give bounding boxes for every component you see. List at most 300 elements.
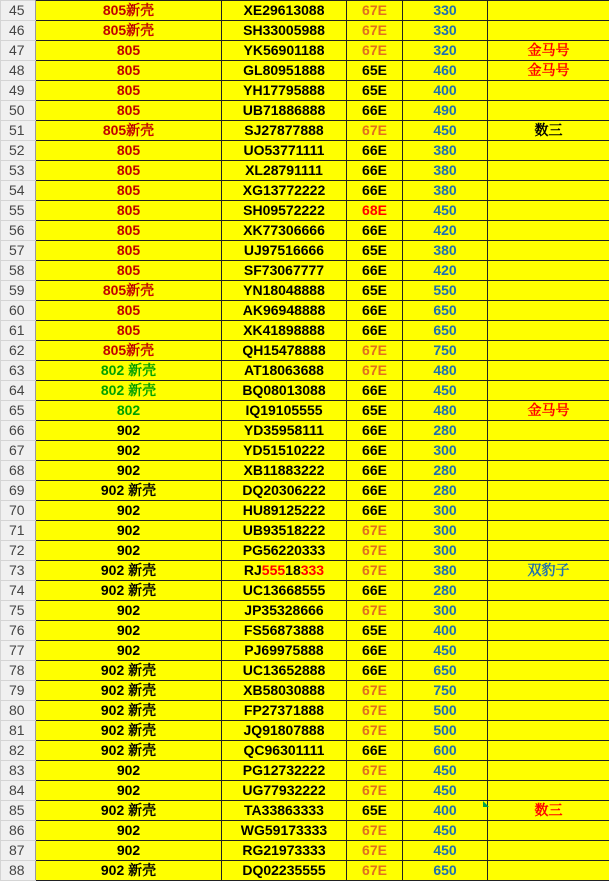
- cell-model[interactable]: 805新壳: [36, 1, 222, 21]
- cell-grade[interactable]: 66E: [347, 101, 403, 121]
- row-header[interactable]: 66: [1, 421, 36, 441]
- cell-model[interactable]: 902 新壳: [36, 661, 222, 681]
- table-row: [1, 561, 609, 581]
- row-header[interactable]: 87: [1, 841, 36, 861]
- row-header[interactable]: 74: [1, 581, 36, 601]
- row-header[interactable]: 59: [1, 281, 36, 301]
- cell-price[interactable]: 400: [403, 801, 488, 821]
- cell-note[interactable]: [488, 601, 609, 621]
- cell-price[interactable]: 400: [403, 81, 488, 101]
- cell-model[interactable]: 805新壳: [36, 21, 222, 41]
- cell-grade[interactable]: 66E: [347, 321, 403, 341]
- row-header[interactable]: 79: [1, 681, 36, 701]
- cell-price[interactable]: 650: [403, 661, 488, 681]
- cell-serial[interactable]: TA33863333: [222, 801, 347, 821]
- cell-note[interactable]: [488, 341, 609, 361]
- table-row: [1, 381, 609, 401]
- cell-price[interactable]: 280: [403, 421, 488, 441]
- cell-price[interactable]: 330: [403, 21, 488, 41]
- cell-price[interactable]: 750: [403, 681, 488, 701]
- cell-serial[interactable]: UJ97516666: [222, 241, 347, 261]
- table-row: [1, 181, 609, 201]
- cell-serial[interactable]: UC13668555: [222, 581, 347, 601]
- cell-price[interactable]: 450: [403, 821, 488, 841]
- cell-price[interactable]: 380: [403, 161, 488, 181]
- cell-model[interactable]: 805: [36, 301, 222, 321]
- cell-grade[interactable]: 65E: [347, 61, 403, 81]
- cell-model[interactable]: 805: [36, 221, 222, 241]
- table-row: [1, 401, 609, 421]
- cell-note[interactable]: [488, 381, 609, 401]
- row-header[interactable]: 56: [1, 221, 36, 241]
- table-row: [1, 761, 609, 781]
- cell-price[interactable]: 450: [403, 121, 488, 141]
- cell-price[interactable]: 480: [403, 401, 488, 421]
- cell-price[interactable]: 300: [403, 501, 488, 521]
- cell-note[interactable]: [488, 441, 609, 461]
- cell-serial[interactable]: YN18048888: [222, 281, 347, 301]
- cell-grade[interactable]: 68E: [347, 201, 403, 221]
- cell-serial[interactable]: PJ69975888: [222, 641, 347, 661]
- cell-price[interactable]: 460: [403, 61, 488, 81]
- cell-note[interactable]: [488, 81, 609, 101]
- cell-model[interactable]: 902: [36, 421, 222, 441]
- cell-note[interactable]: [488, 361, 609, 381]
- cell-serial[interactable]: QC96301111: [222, 741, 347, 761]
- cell-serial[interactable]: AK96948888: [222, 301, 347, 321]
- row-header[interactable]: 78: [1, 661, 36, 681]
- cell-price[interactable]: 450: [403, 641, 488, 661]
- cell-price[interactable]: 500: [403, 721, 488, 741]
- cell-price[interactable]: 550: [403, 281, 488, 301]
- cell-price[interactable]: 600: [403, 741, 488, 761]
- cell-model[interactable]: 902 新壳: [36, 721, 222, 741]
- cell-serial[interactable]: JP35328666: [222, 601, 347, 621]
- cell-note[interactable]: [488, 141, 609, 161]
- cell-note[interactable]: [488, 101, 609, 121]
- cell-grade[interactable]: 65E: [347, 281, 403, 301]
- cell-model[interactable]: 805: [36, 201, 222, 221]
- row-header[interactable]: 68: [1, 461, 36, 481]
- cell-serial[interactable]: XG13772222: [222, 181, 347, 201]
- cell-serial[interactable]: JQ91807888: [222, 721, 347, 741]
- cell-price[interactable]: 380: [403, 141, 488, 161]
- cell-grade[interactable]: 66E: [347, 381, 403, 401]
- cell-price[interactable]: 450: [403, 761, 488, 781]
- cell-serial[interactable]: FS56873888: [222, 621, 347, 641]
- table-row: [1, 741, 609, 761]
- cell-note[interactable]: [488, 741, 609, 761]
- table-row: [1, 361, 609, 381]
- table-row: [1, 261, 609, 281]
- cell-serial[interactable]: SH09572222: [222, 201, 347, 221]
- cell-model[interactable]: 805新壳: [36, 341, 222, 361]
- cell-model[interactable]: 805: [36, 101, 222, 121]
- cell-price[interactable]: 380: [403, 181, 488, 201]
- row-header[interactable]: 75: [1, 601, 36, 621]
- cell-price[interactable]: 380: [403, 561, 488, 581]
- row-header[interactable]: 73: [1, 561, 36, 581]
- row-header[interactable]: 50: [1, 101, 36, 121]
- cell-grade[interactable]: 66E: [347, 481, 403, 501]
- cell-grade[interactable]: 65E: [347, 81, 403, 101]
- cell-model[interactable]: 805: [36, 261, 222, 281]
- cell-note[interactable]: [488, 241, 609, 261]
- cell-grade[interactable]: 67E: [347, 361, 403, 381]
- cell-price[interactable]: 300: [403, 521, 488, 541]
- cell-model[interactable]: 902 新壳: [36, 861, 222, 881]
- cell-serial[interactable]: SH33005988: [222, 21, 347, 41]
- cell-serial[interactable]: QH15478888: [222, 341, 347, 361]
- cell-note[interactable]: [488, 501, 609, 521]
- cell-model[interactable]: 902 新壳: [36, 561, 222, 581]
- cell-grade[interactable]: 67E: [347, 841, 403, 861]
- cell-note[interactable]: [488, 161, 609, 181]
- table-row: [1, 681, 609, 701]
- cell-model[interactable]: 902 新壳: [36, 681, 222, 701]
- cell-price[interactable]: 300: [403, 601, 488, 621]
- table-row: [1, 221, 609, 241]
- row-header[interactable]: 72: [1, 541, 36, 561]
- cell-price[interactable]: 400: [403, 621, 488, 641]
- cell-grade[interactable]: 67E: [347, 41, 403, 61]
- cell-price[interactable]: 300: [403, 441, 488, 461]
- cell-serial[interactable]: SJ27877888: [222, 121, 347, 141]
- cell-serial[interactable]: BQ08013088: [222, 381, 347, 401]
- table-row: [1, 541, 609, 561]
- row-header[interactable]: 46: [1, 21, 36, 41]
- cell-note[interactable]: [488, 21, 609, 41]
- cell-note[interactable]: [488, 421, 609, 441]
- table-row: [1, 841, 609, 861]
- cell-note[interactable]: [488, 661, 609, 681]
- cell-model[interactable]: 902: [36, 641, 222, 661]
- cell-note[interactable]: [488, 701, 609, 721]
- table-row: [1, 341, 609, 361]
- cell-price[interactable]: 420: [403, 221, 488, 241]
- cell-model[interactable]: 805新壳: [36, 281, 222, 301]
- cell-model[interactable]: 902: [36, 501, 222, 521]
- cell-note[interactable]: [488, 841, 609, 861]
- cell-serial[interactable]: AT18063688: [222, 361, 347, 381]
- cell-grade[interactable]: 66E: [347, 741, 403, 761]
- cell-model[interactable]: 802 新壳: [36, 361, 222, 381]
- cell-note[interactable]: [488, 541, 609, 561]
- cell-price[interactable]: 450: [403, 201, 488, 221]
- cell-grade[interactable]: 67E: [347, 121, 403, 141]
- cell-serial[interactable]: UB93518222: [222, 521, 347, 541]
- cell-grade[interactable]: 67E: [347, 721, 403, 741]
- cell-serial[interactable]: YD51510222: [222, 441, 347, 461]
- table-row: [1, 241, 609, 261]
- cell-note[interactable]: [488, 821, 609, 841]
- cell-price[interactable]: 650: [403, 321, 488, 341]
- row-header[interactable]: 77: [1, 641, 36, 661]
- table-row: [1, 661, 609, 681]
- row-header[interactable]: 45: [1, 1, 36, 21]
- cell-serial[interactable]: YD35958111: [222, 421, 347, 441]
- table-row: [1, 1, 609, 21]
- table-row: [1, 281, 609, 301]
- row-header[interactable]: 61: [1, 321, 36, 341]
- cell-note[interactable]: [488, 641, 609, 661]
- cell-grade[interactable]: 67E: [347, 561, 403, 581]
- cell-grade[interactable]: 67E: [347, 1, 403, 21]
- cell-price[interactable]: 300: [403, 541, 488, 561]
- table-row: [1, 201, 609, 221]
- cell-note[interactable]: [488, 581, 609, 601]
- cell-note[interactable]: [488, 221, 609, 241]
- cell-price[interactable]: 280: [403, 481, 488, 501]
- cell-note[interactable]: [488, 861, 609, 881]
- cell-price[interactable]: 280: [403, 461, 488, 481]
- cell-model[interactable]: 902: [36, 781, 222, 801]
- cell-serial[interactable]: XB58030888: [222, 681, 347, 701]
- cell-serial[interactable]: IQ19105555: [222, 401, 347, 421]
- cell-grade[interactable]: 67E: [347, 701, 403, 721]
- cell-price[interactable]: 650: [403, 861, 488, 881]
- cell-model[interactable]: 902: [36, 841, 222, 861]
- row-header[interactable]: 48: [1, 61, 36, 81]
- row-header[interactable]: 86: [1, 821, 36, 841]
- cell-note[interactable]: [488, 181, 609, 201]
- row-header[interactable]: 88: [1, 861, 36, 881]
- cell-note[interactable]: 双豹子: [488, 561, 609, 581]
- cell-grade[interactable]: 66E: [347, 441, 403, 461]
- row-header[interactable]: 80: [1, 701, 36, 721]
- cell-price[interactable]: 330: [403, 1, 488, 21]
- cell-serial[interactable]: SF73067777: [222, 261, 347, 281]
- row-header[interactable]: 71: [1, 521, 36, 541]
- cell-note[interactable]: [488, 681, 609, 701]
- row-header[interactable]: 67: [1, 441, 36, 461]
- cell-serial[interactable]: DQ20306222: [222, 481, 347, 501]
- cell-serial[interactable]: DQ02235555: [222, 861, 347, 881]
- cell-model[interactable]: 802: [36, 401, 222, 421]
- cell-grade[interactable]: 67E: [347, 861, 403, 881]
- table-row: [1, 441, 609, 461]
- cell-model[interactable]: 902: [36, 461, 222, 481]
- row-header[interactable]: 83: [1, 761, 36, 781]
- cell-grade[interactable]: 66E: [347, 181, 403, 201]
- cell-note[interactable]: [488, 621, 609, 641]
- row-header[interactable]: 84: [1, 781, 36, 801]
- cell-grade[interactable]: 66E: [347, 261, 403, 281]
- row-header[interactable]: 82: [1, 741, 36, 761]
- cell-grade[interactable]: 66E: [347, 421, 403, 441]
- row-header[interactable]: 62: [1, 341, 36, 361]
- cell-model[interactable]: 902: [36, 761, 222, 781]
- cell-grade[interactable]: 65E: [347, 801, 403, 821]
- cell-price[interactable]: 450: [403, 781, 488, 801]
- cell-note[interactable]: 数三: [488, 801, 609, 821]
- row-header[interactable]: 81: [1, 721, 36, 741]
- cell-grade[interactable]: 67E: [347, 601, 403, 621]
- cell-grade[interactable]: 67E: [347, 521, 403, 541]
- cell-serial[interactable]: YH17795888: [222, 81, 347, 101]
- cell-serial[interactable]: XB11883222: [222, 461, 347, 481]
- cell-model[interactable]: 805新壳: [36, 121, 222, 141]
- cell-grade[interactable]: 66E: [347, 661, 403, 681]
- table-row: [1, 641, 609, 661]
- row-header[interactable]: 53: [1, 161, 36, 181]
- cell-note[interactable]: [488, 201, 609, 221]
- cell-note[interactable]: [488, 1, 609, 21]
- cell-model[interactable]: 805: [36, 241, 222, 261]
- row-header[interactable]: 76: [1, 621, 36, 641]
- table-row: [1, 61, 609, 81]
- cell-model[interactable]: 902: [36, 521, 222, 541]
- row-header[interactable]: 47: [1, 41, 36, 61]
- cell-model[interactable]: 805: [36, 181, 222, 201]
- cell-serial[interactable]: [222, 561, 347, 581]
- cell-serial[interactable]: XK77306666: [222, 221, 347, 241]
- cell-model[interactable]: 805: [36, 61, 222, 81]
- cell-grade[interactable]: 67E: [347, 761, 403, 781]
- row-header[interactable]: 65: [1, 401, 36, 421]
- table-row: [1, 581, 609, 601]
- cell-note[interactable]: [488, 781, 609, 801]
- cell-serial[interactable]: WG59173333: [222, 821, 347, 841]
- table-row: [1, 461, 609, 481]
- cell-grade[interactable]: 65E: [347, 241, 403, 261]
- cell-serial[interactable]: UG77932222: [222, 781, 347, 801]
- table-row: [1, 701, 609, 721]
- row-header[interactable]: 51: [1, 121, 36, 141]
- cell-grade[interactable]: 67E: [347, 541, 403, 561]
- cell-price[interactable]: 750: [403, 341, 488, 361]
- cell-grade[interactable]: 65E: [347, 401, 403, 421]
- cell-model[interactable]: 902 新壳: [36, 481, 222, 501]
- row-header[interactable]: 57: [1, 241, 36, 261]
- cell-grade[interactable]: 66E: [347, 141, 403, 161]
- row-header[interactable]: 63: [1, 361, 36, 381]
- table-row: [1, 601, 609, 621]
- serial-part: RJ: [243, 562, 262, 578]
- cell-model[interactable]: 902: [36, 541, 222, 561]
- cell-grade[interactable]: 66E: [347, 161, 403, 181]
- cell-grade[interactable]: 67E: [347, 681, 403, 701]
- cell-note[interactable]: [488, 261, 609, 281]
- row-header[interactable]: 85: [1, 801, 36, 821]
- cell-serial[interactable]: UO53771111: [222, 141, 347, 161]
- cell-grade[interactable]: 67E: [347, 821, 403, 841]
- cell-model[interactable]: 805: [36, 81, 222, 101]
- cell-serial[interactable]: UC13652888: [222, 661, 347, 681]
- row-header[interactable]: 55: [1, 201, 36, 221]
- cell-model[interactable]: 805: [36, 161, 222, 181]
- cell-note[interactable]: 金马号: [488, 41, 609, 61]
- cell-serial[interactable]: GL80951888: [222, 61, 347, 81]
- serial-part: 18: [285, 562, 301, 578]
- table-row: [1, 861, 609, 881]
- cell-grade[interactable]: 66E: [347, 221, 403, 241]
- cell-note[interactable]: [488, 321, 609, 341]
- cell-price[interactable]: 650: [403, 301, 488, 321]
- cell-note[interactable]: [488, 761, 609, 781]
- cell-grade[interactable]: 67E: [347, 781, 403, 801]
- cell-model[interactable]: 805: [36, 41, 222, 61]
- cell-grade[interactable]: 66E: [347, 461, 403, 481]
- table-row: [1, 501, 609, 521]
- row-header[interactable]: 64: [1, 381, 36, 401]
- cell-model[interactable]: 902: [36, 621, 222, 641]
- cell-model[interactable]: 902: [36, 821, 222, 841]
- cell-model[interactable]: 902 新壳: [36, 701, 222, 721]
- table-row: [1, 421, 609, 441]
- cell-serial[interactable]: FP27371888: [222, 701, 347, 721]
- cell-grade[interactable]: 66E: [347, 641, 403, 661]
- cell-serial[interactable]: PG12732222: [222, 761, 347, 781]
- row-header[interactable]: 60: [1, 301, 36, 321]
- row-header[interactable]: 58: [1, 261, 36, 281]
- cell-note[interactable]: 金马号: [488, 61, 609, 81]
- cell-grade[interactable]: 65E: [347, 621, 403, 641]
- cell-grade[interactable]: 66E: [347, 301, 403, 321]
- cell-note[interactable]: [488, 721, 609, 741]
- table-row: [1, 801, 609, 821]
- cell-grade[interactable]: 66E: [347, 581, 403, 601]
- cell-note[interactable]: 金马号: [488, 401, 609, 421]
- row-header[interactable]: 52: [1, 141, 36, 161]
- row-header[interactable]: 69: [1, 481, 36, 501]
- cell-serial[interactable]: YK56901188: [222, 41, 347, 61]
- cell-model[interactable]: 902: [36, 601, 222, 621]
- cell-note[interactable]: [488, 301, 609, 321]
- cell-price[interactable]: 420: [403, 261, 488, 281]
- cell-model[interactable]: 902 新壳: [36, 581, 222, 601]
- cell-model[interactable]: 902: [36, 441, 222, 461]
- cell-price[interactable]: 490: [403, 101, 488, 121]
- cell-serial[interactable]: PG56220333: [222, 541, 347, 561]
- cell-price[interactable]: 450: [403, 841, 488, 861]
- cell-model[interactable]: 902 新壳: [36, 801, 222, 821]
- table-row: [1, 101, 609, 121]
- cell-grade[interactable]: 66E: [347, 501, 403, 521]
- cell-grade[interactable]: 67E: [347, 21, 403, 41]
- cell-note[interactable]: 数三: [488, 121, 609, 141]
- table-row: [1, 121, 609, 141]
- cell-note[interactable]: [488, 521, 609, 541]
- cell-price[interactable]: 500: [403, 701, 488, 721]
- cell-serial[interactable]: XK41898888: [222, 321, 347, 341]
- cell-note[interactable]: [488, 481, 609, 501]
- cell-serial[interactable]: UB71886888: [222, 101, 347, 121]
- cell-price[interactable]: 280: [403, 581, 488, 601]
- cell-price[interactable]: 320: [403, 41, 488, 61]
- cell-model[interactable]: 902 新壳: [36, 741, 222, 761]
- table-row: [1, 161, 609, 181]
- cell-serial[interactable]: XE29613088: [222, 1, 347, 21]
- cell-price[interactable]: 480: [403, 361, 488, 381]
- cell-serial[interactable]: RG21973333: [222, 841, 347, 861]
- cell-price[interactable]: 450: [403, 381, 488, 401]
- table-row: [1, 41, 609, 61]
- serial-part: 555: [261, 562, 286, 578]
- row-header[interactable]: 70: [1, 501, 36, 521]
- cell-price[interactable]: 380: [403, 241, 488, 261]
- cell-grade[interactable]: 67E: [347, 341, 403, 361]
- cell-model[interactable]: 805: [36, 321, 222, 341]
- cell-serial[interactable]: HU89125222: [222, 501, 347, 521]
- cell-note[interactable]: [488, 461, 609, 481]
- row-header[interactable]: 54: [1, 181, 36, 201]
- cell-serial[interactable]: XL28791111: [222, 161, 347, 181]
- cell-model[interactable]: 802 新壳: [36, 381, 222, 401]
- cell-model[interactable]: 805: [36, 141, 222, 161]
- cell-note[interactable]: [488, 281, 609, 301]
- row-header[interactable]: 49: [1, 81, 36, 101]
